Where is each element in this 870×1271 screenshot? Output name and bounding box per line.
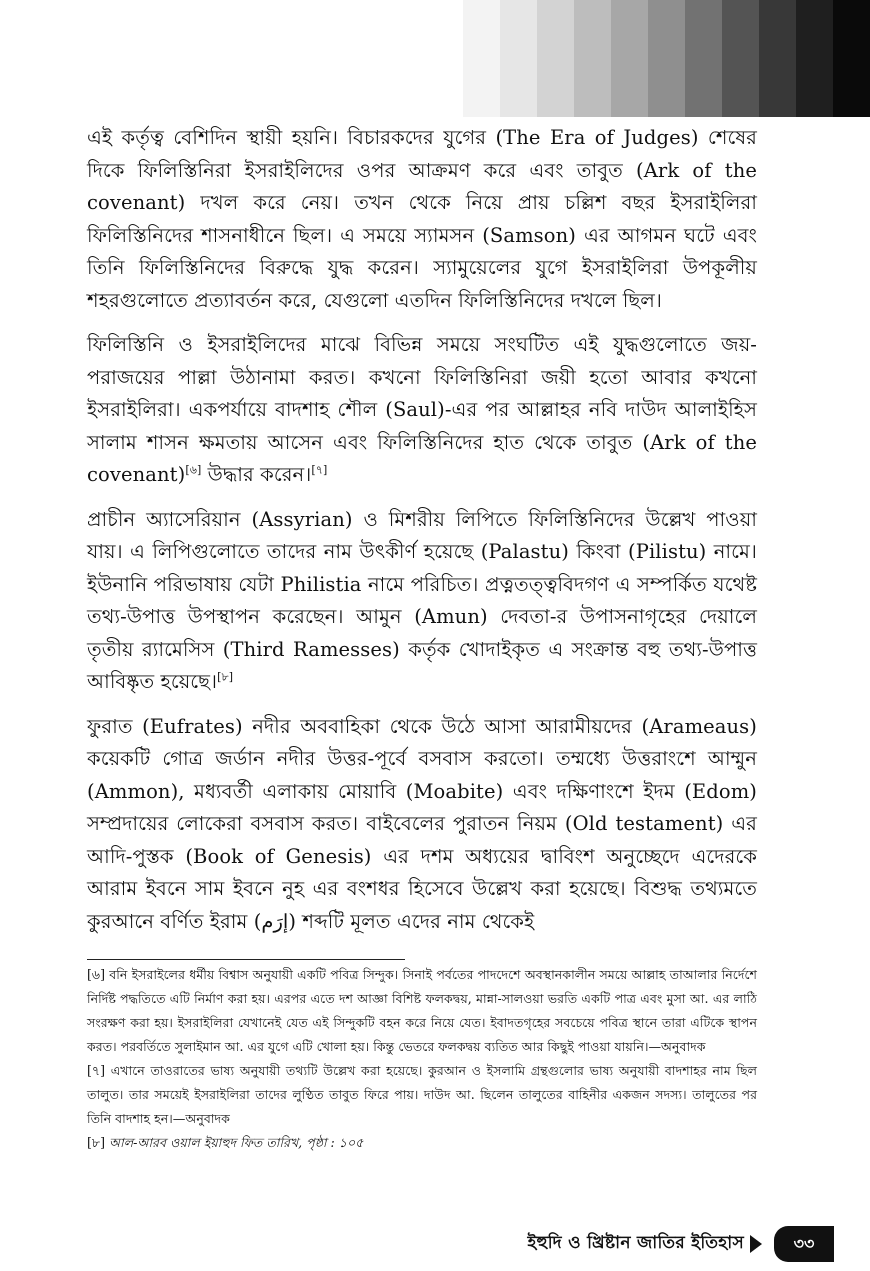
gray-swatch <box>537 0 574 117</box>
footnote-ref-8[interactable]: [৮] <box>217 670 234 684</box>
gray-swatch <box>500 0 537 117</box>
gray-swatch <box>722 0 759 117</box>
page-number: ৩৩ <box>774 1226 834 1262</box>
footnote-8 <box>87 1131 757 1155</box>
color-calibration-strip <box>463 0 870 117</box>
footnote-8-label: [৮] <box>87 1135 105 1150</box>
paragraph-3-text: প্রাচীন অ্যাসেরিয়ান (Assyrian) ও মিশরীয় লিপিতে ফিলিস্তিনিদের উল্লেখ পাওয়া যায়। এ লিপিগুলোতে তাদের নাম উৎকীর্ণ হয়েছে (Palastu) কিংবা (Pilistu) নামে। ইউনানি পরিভাষায় যেটা Philistia নামে পরিচিত। প্রত্নতত্ত্ববিদগণ এ সম্পর্কিত যথেষ্ট তথ্য-উপাত্ত উপস্থাপন করেছেন। আমুন (Amun) দেবতা-র উপাসনাগৃহের দেয়ালে তৃতীয় র‍্যামেসিস (Third Ramesses) কর্তৃক খোদাইকৃত এ সংক্রান্ত বহু তথ্য-উপাত্ত আবিষ্কৃত হয়েছে। <box>87 507 757 693</box>
body-paragraph-4: ফুরাত (Eufrates) নদীর অববাহিকা থেকে উঠে আসা আরামীয়দের (Arameaus) কয়েকটি গোত্র জর্ডান নদীর উত্তর-পূর্বে বসবাস করতো। তম্মধ্যে উত্তরাংশে আম্মুন (Ammon), মধ্যবর্তী এলাকায় মোয়াবি (Moabite) এবং দক্ষিণাংশে ইদম (Edom) সম্প্রদায়ের লোকেরা বসবাস করত। বাইবেলের পুরাতন নিয়ম (Old testament) এর আদি-পুস্তক (Book of Genesis) এর দশম অধ্যয়ের দ্বাবিংশ অনুচ্ছেদে এদেরকে আরাম ইবনে সাম ইবনে নুহ এর বংশধর হিসেবে উল্লেখ করা হয়েছে। বিশুদ্ধ তথ্যমতে কুরআনে বর্ণিত ইরাম (إرَم) শব্দটি মূলত এদের নাম থেকেই <box>87 714 757 933</box>
footnote-6: [৬] বনি ইসরাইলের ধর্মীয় বিশ্বাস অনুযায়ী একটি পবিত্র সিন্দুক। সিনাই পর্বতের পাদদেশে অবস্থানকালীন সময়ে আল্লাহ তাআলার নির্দেশে নির্দিষ্ট পদ্ধতিতে এটি নির্মাণ করা হয়। এরপর এতে দশ আজ্ঞা বিশিষ্ট ফলকদ্বয়, মান্না-সালওয়া ভরতি একটি পাত্র এবং মুসা আ. এর লাঠি সংরক্ষণ করা হয়। ইসরাইলিরা যেখানেই যেত এই সিন্দুকটি বহন করে নিয়ে যেত। ইবাদতগৃহের সবচেয়ে পবিত্র স্থানে তারা এটিকে স্থাপন করত। পরবর্তিতে সুলাইমান আ. এর যুগে এটি খোলা হয়। কিন্তু ভেতরে ফলকদ্বয় ব্যতিত আর কিছুই পাওয়া যায়নি।—অনুবাদক <box>87 967 757 1054</box>
footnote-ref-7[interactable]: [৭] <box>311 463 328 477</box>
gray-swatch <box>574 0 611 117</box>
gray-swatch <box>796 0 833 117</box>
paragraph-2-tail: উদ্ধার করেন। <box>201 463 312 486</box>
footnotes <box>87 963 757 1155</box>
paragraph-2-text: ফিলিস্তিনি ও ইসরাইলিদের মাঝে বিভিন্ন সময়ে সংঘটিত এই যুদ্ধগুলোতে জয়-পরাজয়ের পাল্লা উঠানামা করত। কখনো ফিলিস্তিনিরা জয়ী হতো আবার কখনো ইসরাইলিরা। একপর্যায়ে বাদশাহ শৌল (Saul)-এর পর আল্লাহর নবি দাউদ আলাইহিস সালাম শাসন ক্ষমতায় আসেন এবং ফিলিস্তিনিদের হাত থেকে তাবুত (Ark of the covenant) <box>87 333 757 486</box>
gray-swatch <box>833 0 870 117</box>
main-text <box>87 122 757 950</box>
gray-swatch <box>685 0 722 117</box>
gray-swatch <box>648 0 685 117</box>
gray-swatch <box>759 0 796 117</box>
page-footer <box>527 1226 815 1262</box>
footnote-divider <box>87 959 405 960</box>
body-paragraph-3 <box>87 504 757 699</box>
gray-swatch <box>463 0 500 117</box>
footnote-ref-6[interactable]: [৬] <box>185 463 202 477</box>
body-paragraph-2 <box>87 329 757 492</box>
running-book-title: ইহুদি ও খ্রিষ্টান জাতির ইতিহাস <box>527 1233 744 1253</box>
triangle-right-icon <box>750 1235 762 1253</box>
footnote-7: [৭] এখানে তাওরাতের ভাষ্য অনুযায়ী তথ্যটি উল্লেখ করা হয়েছে। কুরআন ও ইসলামি গ্রন্থগুলোর ভাষ্য অনুযায়ী বাদশাহর নাম ছিল তালুত। তার সময়েই ইসরাইলিরা তাদের লুণ্ঠিত তাবুত ফিরে পায়। দাউদ আ. ছিলেন তালুতের বাহিনীর একজন সদস্য। তালুতের পর তিনি বাদশাহ হন।—অনুবাদক <box>87 1063 757 1126</box>
gray-swatch <box>611 0 648 117</box>
footnote-8-reference: আল-আরব ওয়াল ইয়াহুদ ফিত তারিখ, পৃষ্ঠা : ১০৫ <box>109 1135 364 1150</box>
body-paragraph-1: এই কর্তৃত্ব বেশিদিন স্থায়ী হয়নি। বিচারকদের যুগের (The Era of Judges) শেষের দিকে ফিলিস্তিনিরা ইসরাইলিদের ওপর আক্রমণ করে এবং তাবুত (Ark of the covenant) দখল করে নেয়। তখন থেকে নিয়ে প্রায় চল্লিশ বছর ইসরাইলিরা ফিলিস্তিনিদের শাসনাধীনে ছিল। এ সময়ে স্যামসন (Samson) এর আগমন ঘটে এবং তিনি ফিলিস্তিনিদের বিরুদ্ধে যুদ্ধ করেন। স্যামুয়েলের যুগে ইসরাইলিরা উপকূলীয় শহরগুলোতে প্রত্যাবর্তন করে, যেগুলো এতদিন ফিলিস্তিনিদের দখলে ছিল। <box>87 126 757 312</box>
